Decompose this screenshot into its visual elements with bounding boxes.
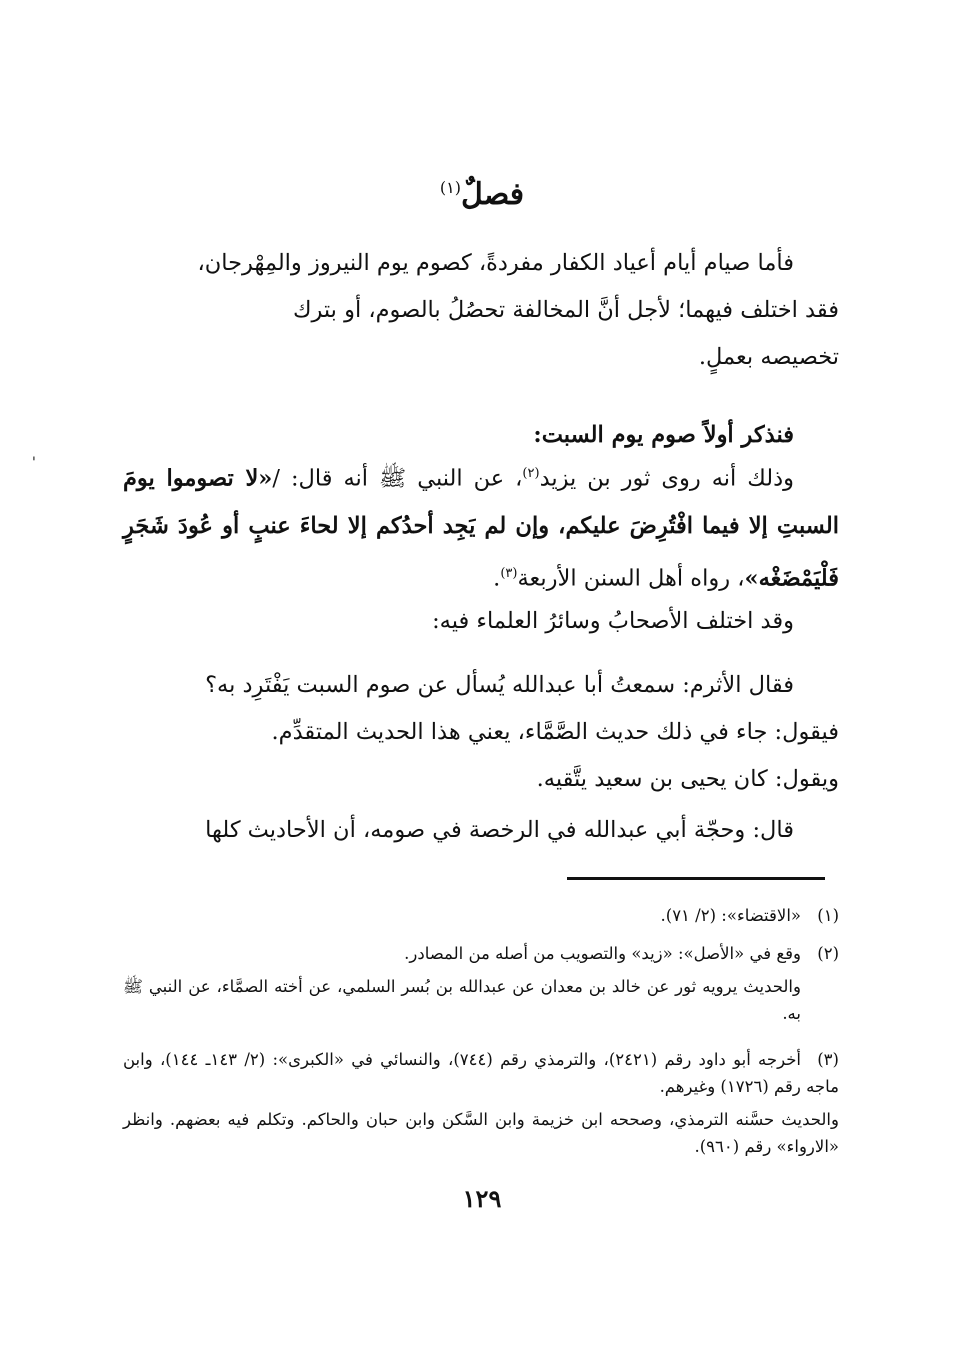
paragraph-3 <box>123 450 839 602</box>
paragraph-4 <box>123 598 839 645</box>
footnote-1 <box>123 902 839 929</box>
paragraph-1-line-2: فقد اختلف فيهما؛ لأجل أنَّ المخالفة تحصُلُ بالصوم، أو بترك <box>292 297 839 323</box>
footnote-ref-1: (١) <box>439 178 461 197</box>
paragraph-1 <box>123 240 839 381</box>
paragraph-3-part-d: . <box>493 565 501 591</box>
paragraph-3-part-c: ، رواه أهل السنن الأربعة <box>517 565 745 591</box>
paragraph-3-part-b: ، عن النبي ﷺ أنه قال: / <box>272 465 523 492</box>
footnote-separator <box>567 877 825 880</box>
paragraph-4-text: وقد اختلف الأصحابُ وسائرُ العلماء فيه: <box>432 608 794 634</box>
footnote-ref-2: (٢) <box>522 466 540 481</box>
paragraph-5 <box>123 662 839 803</box>
paragraph-5-line-2: فيقول: جاء في ذلك حديث الصَّمَّاء، يعني هذا الحديث المتقدِّم. <box>271 719 839 745</box>
footnote-2 <box>123 940 839 1027</box>
section-title: فصلٌ <box>461 177 525 212</box>
footnote-3-continuation: والحديث حسَّنه الترمذي، وصححه ابن خزيمة وابن السَّكن وابن حبان والحاكم. وتكلم فيه بعضهم. وانظر «الارواء» رقم (٩٦٠). <box>123 1110 839 1156</box>
footnote-2-continuation: والحديث يرويه ثور عن خالد بن معدان عن عبدالله بن بُسر السلمي، عن أخته الصمَّاء، عن النبي ﷺ به. <box>123 977 801 1023</box>
section-heading <box>0 168 964 215</box>
paragraph-6 <box>123 807 839 854</box>
margin-mark: ' <box>32 455 36 471</box>
footnote-3-text: أخرجه أبو داود رقم (٢٤٢١)، والترمذي رقم (٧٤٤)، والنسائي في «الكبرى»: (٢/ ١٤٣ـ ١٤٤)، وابن ماجه رقم (١٧٢٦) وغيرهم. <box>123 1050 839 1096</box>
paragraph-3-part-a: وذلك أنه روى ثور بن يزيد <box>539 465 794 492</box>
footnote-1-number: (١) <box>817 906 839 925</box>
footnote-1-text: «الاقتضاء»: (٢/ ٧١). <box>660 906 801 925</box>
footnote-ref-3: (٣) <box>500 565 518 581</box>
paragraph-3-text <box>123 450 839 602</box>
footnote-3-number: (٣) <box>817 1050 839 1069</box>
paragraph-2-text: فنذكر أولاً صوم يوم السبت: <box>533 422 794 448</box>
paragraph-6-text: قال: وحجّة أبي عبدالله في الرخصة في صومه، أن الأحاديث كلها <box>205 817 794 843</box>
hadith-quote: «لا تصوموا يومَ السبتِ إلا فيما افْتُرِضَ عليكم، وإن لم يَجِد أحدُكم إلا لحاءَ عنبٍ أو عُودَ شَجَرٍ فَلْيَمْضَغْه» <box>123 465 839 591</box>
footnote-2-number: (٢) <box>817 944 839 963</box>
paragraph-1-line-3: تخصيصه بعملٍ. <box>698 344 839 370</box>
page-number: ١٢٩ <box>462 1184 502 1213</box>
paragraph-1-line-1: فأما صيام أيام أعياد الكفار مفردةً، كصوم يوم النيروز والمِهْرجان، <box>197 250 794 276</box>
footnote-3 <box>123 1046 839 1160</box>
paragraph-5-line-1: فقال الأثرم: سمعتُ أبا عبدالله يُسأل عن صوم السبت يَفْتَرِد به؟ <box>205 672 794 698</box>
paragraph-5-line-3: ويقول: كان يحيى بن سعيد يتَّقيه. <box>536 766 839 792</box>
footnote-2-text: وقع في «الأصل»: «زيد» والتصويب من أصله من المصادر. <box>404 944 801 963</box>
